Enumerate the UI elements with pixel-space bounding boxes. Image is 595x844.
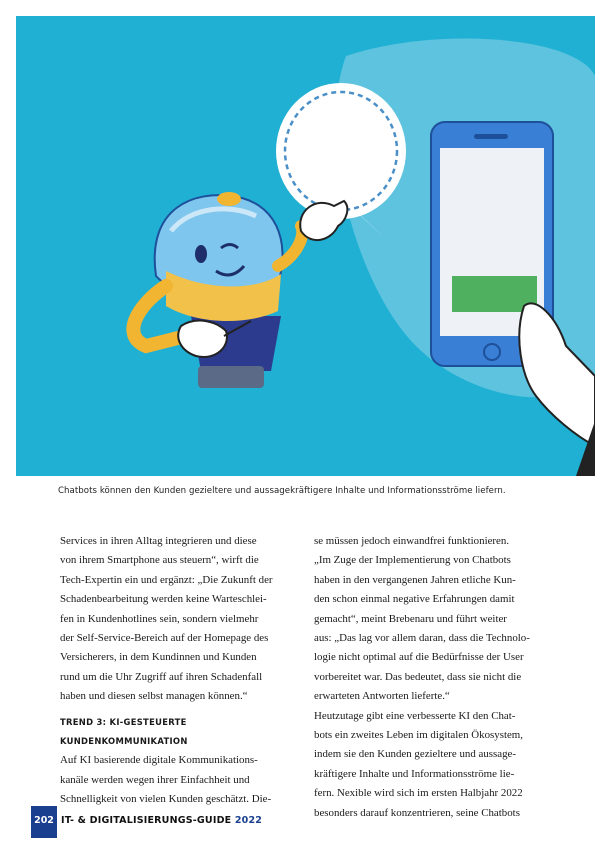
paragraph-line: fen in Kundenhotlines sein, sondern vielmehr <box>60 612 259 625</box>
paragraph-line: von ihrem Smartphone aus steuern“, wirft die <box>60 554 259 567</box>
paragraph-line: kanäle werden wegen ihrer Einfachheit und <box>60 773 250 786</box>
paragraph-line: gemacht“, meint Brebenaru und führt weiter <box>314 612 507 625</box>
paragraph-line: Auf KI basierende digitale Kommunikations- <box>60 754 258 767</box>
paragraph-line: haben und diesen selbst managen können.“ <box>60 690 248 703</box>
paragraph-line: besonders darauf konzentrieren, seine Chatbots <box>314 806 520 819</box>
chatbot-illustration <box>16 16 595 476</box>
paragraph-line: Heutzutage gibt eine verbesserte KI den Chat- <box>314 709 516 722</box>
paragraph-line: fern. Nexible wird sich im ersten Halbjahr 2022 <box>314 787 523 800</box>
paragraph-line: Tech-Expertin ein und ergänzt: „Die Zukunft der <box>60 573 273 586</box>
paragraph-line: Versicherers, in dem Kundinnen und Kunden <box>60 651 257 664</box>
text-column-left <box>60 532 316 810</box>
image-caption: Chatbots können den Kunden gezieltere und aussagekräftigere Inhalte und Informationsströme liefern. <box>58 486 506 496</box>
paragraph-line: bots ein zweites Leben im digitalen Ökosystem, <box>314 729 523 742</box>
publication-title <box>61 806 262 836</box>
paragraph-line: se müssen jedoch einwandfrei funktionieren. <box>314 535 510 547</box>
page-number: 202 <box>31 806 57 838</box>
paragraph-line: „Im Zuge der Implementierung von Chatbots <box>314 554 511 567</box>
paragraph-line: rund um die Uhr Zugriff auf ihren Schadenfall <box>60 670 263 683</box>
paragraph-line: Schadenbearbeitung werden keine Warteschlei- <box>60 593 267 606</box>
section-heading-line: TREND 3: KI-GESTEUERTE <box>60 716 187 727</box>
section-heading-line: KUNDENKOMMUNIKATION <box>60 736 188 747</box>
paragraph-line: indem sie den Kunden gezieltere und aussage- <box>314 748 517 761</box>
section-heading <box>60 713 316 752</box>
paragraph-line: Schnelligkeit von vielen Kunden geschätzt. Die- <box>60 793 272 806</box>
paragraph-line: kräftigere Inhalte und Informationsströme lie- <box>314 767 515 780</box>
paragraph-line: vorbereitet war. Das bedeutet, dass sie nicht die <box>314 670 522 683</box>
guide-title: IT- & DIGITALISIERUNGS-GUIDE <box>61 815 232 826</box>
paragraph-line: erwarteten Antworten lieferte.“ <box>314 690 450 703</box>
paragraph-line: aus: „Das lag vor allem daran, dass die Technolo- <box>314 632 530 645</box>
paragraph-line: haben in den vergangenen Jahren etliche Kun- <box>314 573 516 586</box>
paragraph-line: logie nicht optimal auf die Bedürfnisse der User <box>314 651 524 664</box>
paragraph-line: Services in ihren Alltag integrieren und diese <box>60 535 257 547</box>
paragraph-line: den schon einmal negative Erfahrungen damit <box>314 593 515 606</box>
paragraph-line: der Self-Service-Bereich auf der Homepage des <box>60 632 269 645</box>
guide-year: 2022 <box>234 815 263 826</box>
text-column-right <box>314 532 570 823</box>
